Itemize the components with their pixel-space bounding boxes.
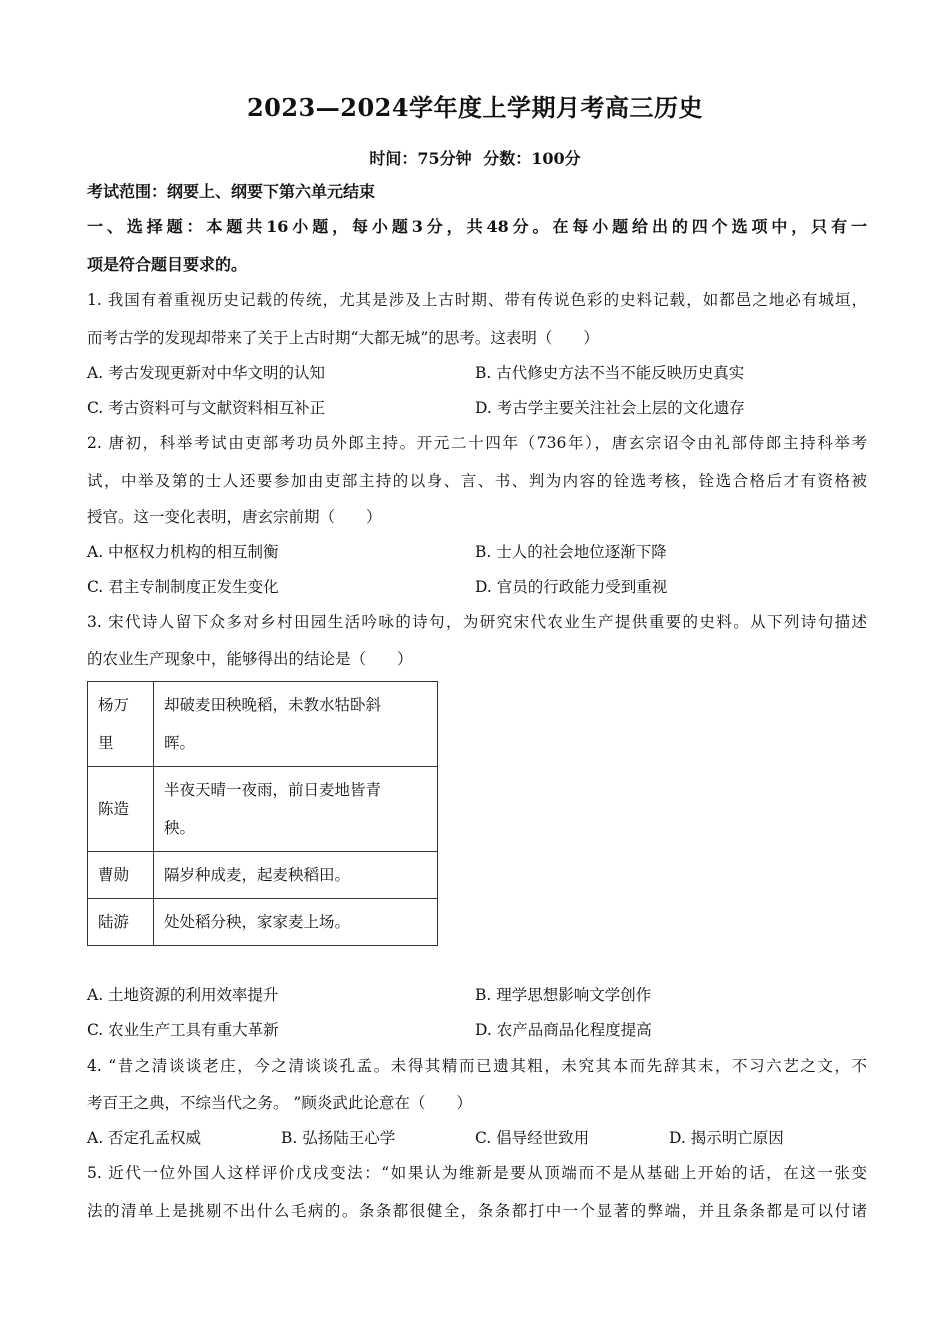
question-4-option-d[interactable]: D. 揭示明亡原因 bbox=[669, 1129, 784, 1147]
table-row bbox=[88, 899, 438, 946]
poem-cell: 半夜天晴一夜雨，前日麦地皆青 秧。 bbox=[154, 767, 438, 852]
question-4-stem-line1: 4. “昔之清谈谈老庄，今之清谈谈孔孟。未得其精而已遗其粗，未究其本而先辞其末，不习六艺之文，不 bbox=[87, 1057, 867, 1075]
table-row bbox=[88, 852, 438, 899]
question-2-stem-line2: 试，中举及第的士人还要参加由吏部主持的以身、言、书、判为内容的铨选考核，铨选合格后才有资格被 bbox=[87, 472, 867, 490]
poem-cell: 处处稻分秧，家家麦上场。 bbox=[154, 899, 438, 946]
question-3-option-b[interactable]: B. 理学思想影响文学创作 bbox=[475, 986, 652, 1004]
question-2-option-b[interactable]: B. 士人的社会地位逐渐下降 bbox=[475, 543, 667, 561]
question-1-option-b[interactable]: B. 古代修史方法不当不能反映历史真实 bbox=[475, 364, 745, 382]
question-1-stem-line1: 1. 我国有着重视历史记载的传统，尤其是涉及上古时期、带有传说色彩的史料记载，如都邑之地必有城垣， bbox=[87, 291, 867, 309]
question-1-stem-line2: 而考古学的发现却带来了关于上古时期“大都无城”的思考。这表明（ ） bbox=[87, 329, 599, 347]
table-row bbox=[88, 682, 438, 767]
question-5-stem-line2: 法的清单上是挑剔不出什么毛病的。条条都很健全，条条都打中一个显著的弊端，并且条条都是可以付诸 bbox=[87, 1202, 867, 1220]
poet-cell: 曹勋 bbox=[88, 852, 154, 899]
question-2-stem-line1: 2. 唐初，科举考试由吏部考功员外郎主持。开元二十四年（736年），唐玄宗诏令由礼部侍郎主持科举考 bbox=[87, 434, 867, 452]
question-3-stem-line1: 3. 宋代诗人留下众多对乡村田园生活吟咏的诗句，为研究宋代农业生产提供重要的史料。从下列诗句描述 bbox=[87, 613, 867, 631]
question-3-option-d[interactable]: D. 农产品商品化程度提高 bbox=[475, 1021, 652, 1039]
question-4-option-b[interactable]: B. 弘扬陆王心学 bbox=[281, 1129, 396, 1147]
question-1-option-d[interactable]: D. 考古学主要关注社会上层的文化遗存 bbox=[475, 399, 745, 417]
poem-cell: 隔岁种成麦，起麦秧稻田。 bbox=[154, 852, 438, 899]
page-title: 2023—2024学年度上学期月考高三历史 bbox=[246, 93, 704, 122]
question-2-option-d[interactable]: D. 官员的行政能力受到重视 bbox=[475, 578, 668, 596]
question-4-option-c[interactable]: C. 倡导经世致用 bbox=[475, 1129, 590, 1147]
question-5-stem-line1: 5. 近代一位外国人这样评价戊戌变法：“如果认为维新是要从顶端而不是从基础上开始的话，在这一张变 bbox=[87, 1164, 867, 1182]
question-2-stem-line3: 授官。这一变化表明，唐玄宗前期（ ） bbox=[87, 508, 382, 526]
question-4-option-a[interactable]: A. 否定孔孟权威 bbox=[87, 1129, 202, 1147]
poem-table bbox=[87, 681, 438, 946]
question-3-stem-line2: 的农业生产现象中，能够得出的结论是（ ） bbox=[87, 650, 413, 668]
section-instructions-line1: 一、选择题：本题共16小题，每小题3分，共48分。在每小题给出的四个选项中，只有一 bbox=[87, 217, 867, 236]
poet-cell: 陆游 bbox=[88, 899, 154, 946]
question-3-option-a[interactable]: A. 土地资源的利用效率提升 bbox=[87, 986, 279, 1004]
poet-cell: 杨万 里 bbox=[88, 682, 154, 767]
section-instructions-line2: 项是符合题目要求的。 bbox=[87, 255, 248, 274]
question-1-option-c[interactable]: C. 考古资料可与文献资料相互补正 bbox=[87, 399, 326, 417]
question-2-option-c[interactable]: C. 君主专制制度正发生变化 bbox=[87, 578, 279, 596]
question-4-stem-line2: 考百王之典，不综当代之务。 ”顾炎武此论意在（ ） bbox=[87, 1094, 472, 1112]
poet-cell: 陈造 bbox=[88, 767, 154, 852]
question-3-option-c[interactable]: C. 农业生产工具有重大革新 bbox=[87, 1021, 279, 1039]
exam-time-score: 时间：75分钟 分数：100分 bbox=[369, 149, 581, 168]
question-2-option-a[interactable]: A. 中枢权力机构的相互制衡 bbox=[87, 543, 279, 561]
question-1-option-a[interactable]: A. 考古发现更新对中华文明的认知 bbox=[87, 364, 326, 382]
poem-cell: 却破麦田秧晚稻，未教水牯卧斜 晖。 bbox=[154, 682, 438, 767]
table-row bbox=[88, 767, 438, 852]
exam-scope: 考试范围：纲要上、纲要下第六单元结束 bbox=[87, 182, 376, 201]
